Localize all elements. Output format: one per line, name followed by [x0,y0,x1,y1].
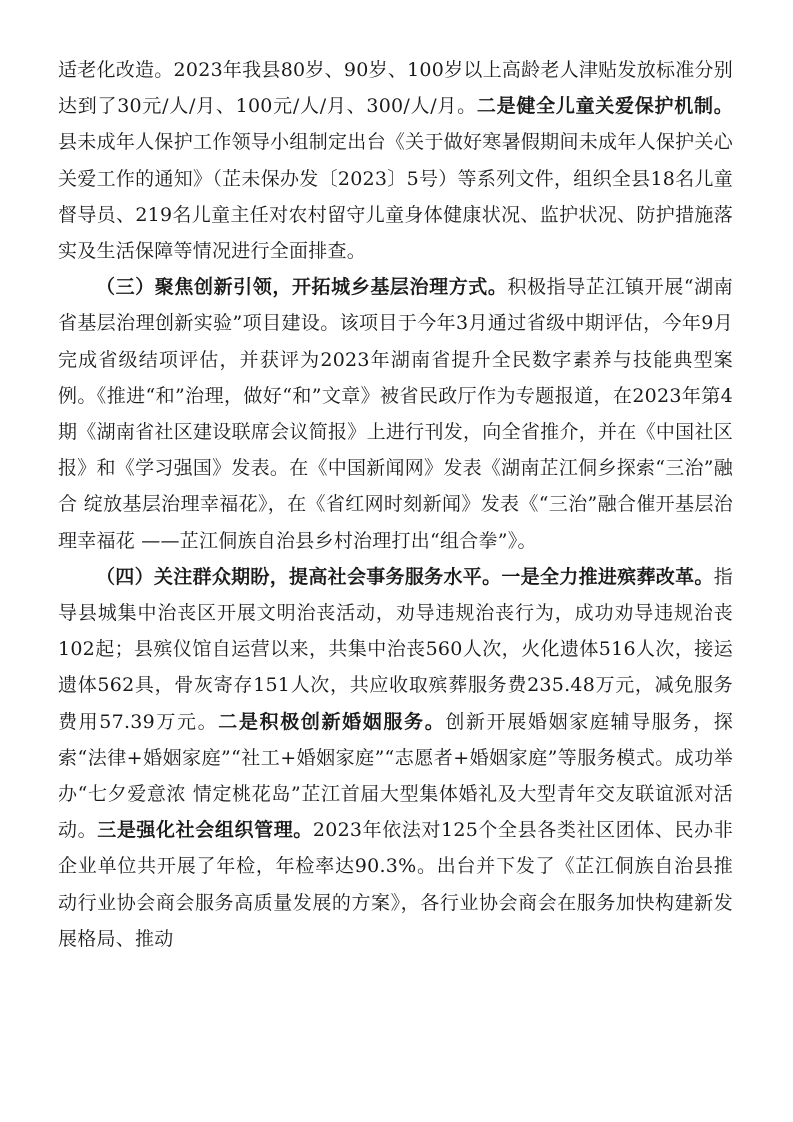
heading-child-protection: 二是健全儿童关爱保护机制。 [476,95,733,118]
text-marriage-service: 创新开展婚姻家庭辅导服务，探索“法律+婚姻家庭”“社工+婚姻家庭”“志愿者+婚姻家庭”等服务模式。成功举办“七夕爱意浓 情定桃花岛”芷江首届大型集体婚礼及大型青年交友联谊派对活动。 [58,710,733,842]
text-elderly-allowance: 适老化改造。2023年我县80岁、90岁、100岁以上高龄老人津贴发放标准分别达到了30元/人/月、100元/人/月、300/人/月。 [58,59,733,118]
text-child-protection: 县未成年人保护工作领导小组制定出台《关于做好寒暑假期间未成年人保护关心关爱工作的通知》（芷未保办发〔2023〕5号）等系列文件，组织全县18名儿童督导员、219名儿童主任对农村留守儿童身体健康状况、监护状况、防护措施落实及生活保障等情况进行全面排查。 [58,131,733,263]
heading-section-3: （三）聚焦创新引领，开拓城乡基层治理方式。 [96,276,508,299]
heading-section-4: （四）关注群众期盼，提高社会事务服务水平。一是全力推进殡葬改革。 [96,565,714,588]
document-body [58,52,733,957]
paragraph-grassroots-governance [58,269,733,559]
text-funeral-reform: 指导县城集中治丧区开展文明治丧活动，劝导违规治丧行为，成功劝导违规治丧102起；县殡仪馆自运营以来，共集中治丧560人次，火化遗体516人次，接运遗体562具，骨灰寄存151人次，共应收取殡葬服务费235.48万元，减免服务费用57.39万元。 [58,565,733,733]
text-social-org: 2023年依法对125个全县各类社区团体、民办非企业单位共开展了年检，年检率达90.3%。出台并下发了《芷江侗族自治县推动行业协会商会服务高质量发展的方案》，各行业协会商会在服务加快构建新发展格局、推动 [58,819,733,950]
paragraph-social-affairs [58,559,733,957]
heading-social-org: 三是强化社会组织管理。 [97,819,313,842]
heading-marriage-service: 二是积极创新婚姻服务。 [218,710,446,733]
text-section-3: 积极指导芷江镇开展“湖南省基层治理创新实验”项目建设。该项目于今年3月通过省级中期评估，今年9月完成省级结项评估，并获评为2023年湖南省提升全民数字素养与技能典型案例。《推进“和”治理，做好“和”文章》被省民政厅作为专题报道，在2023年第4期《湖南省社区建设联席会议简报》上进行刊发，向全省推介，并在《中国社区报》和《学习强国》发表。在《中国新闻网》发表《湖南芷江侗乡探索“三治”融合 绽放基层治理幸福花》，在《省红网时刻新闻》发表《“三治”融合催开基层治理幸福花 ——芷江侗族自治县乡村治理打出“组合拳”》。 [58,276,733,552]
paragraph-elderly-children [58,52,733,269]
